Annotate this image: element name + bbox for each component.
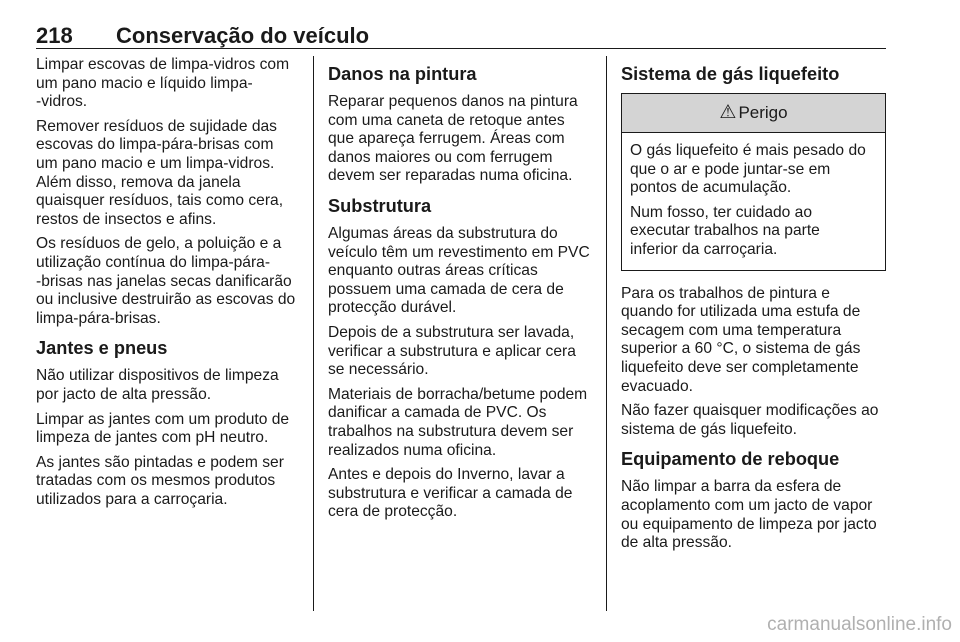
- column-divider: [606, 56, 607, 611]
- paragraph: Reparar pequenos danos na pintura com uma caneta de retoque antes que apareça ferrugem. Áreas com danos maiores ou com ferrugem devem ser reparadas numa oficina.: [328, 93, 578, 185]
- section-heading-wheels-tyres: Jantes e pneus: [36, 338, 168, 359]
- paragraph: Não utilizar dispositivos de limpeza por jacto de alta pressão.: [36, 367, 279, 403]
- paragraph: As jantes são pintadas e podem ser tratadas com os mesmos produtos utilizados para a carroçaria.: [36, 453, 284, 508]
- section-heading-towing-equipment: Equipamento de reboque: [621, 449, 840, 470]
- paragraph: Não limpar a barra da esfera de acoplamento com um jacto de vapor ou equipamento de limpeza por jacto de alta pressão.: [621, 478, 877, 552]
- paragraph: Os resíduos de gelo, a poluição e a utilização contínua do limpa-pára- -brisas nas janelas secas danificarão ou inclusive destruirão as escovas do limpa-pára-brisas.: [36, 235, 296, 327]
- warning-title: Perigo: [738, 102, 788, 122]
- page-header: [36, 16, 886, 49]
- section-heading-lpg-system: Sistema de gás liquefeito: [621, 64, 840, 84]
- column-middle: [328, 56, 593, 528]
- warning-header: [622, 94, 885, 133]
- column-left: [36, 56, 301, 515]
- warning-text: O gás liquefeito é mais pesado do que o ar e pode juntar-se em pontos de acumulação.: [630, 142, 866, 197]
- page-number: 218: [36, 23, 73, 48]
- paragraph: Depois de a substrutura ser lavada, verificar a substrutura e aplicar cera se necessário.: [328, 323, 576, 379]
- paragraph: Remover resíduos de sujidade das escovas do limpa-pára-brisas com um pano macio e um limpa-vidros. Além disso, remova da janela quaisquer resíduos, tais como cera, restos de insectos e afins.: [36, 117, 284, 228]
- paragraph: Materiais de borracha/betume podem danificar a camada de PVC. Os trabalhos na substrutura devem ser realizados numa oficina.: [328, 385, 588, 459]
- danger-warning-box: [621, 93, 886, 271]
- paragraph: Limpar escovas de limpa-vidros com um pano macio e líquido limpa- -vidros.: [36, 56, 290, 111]
- paragraph: Antes e depois do Inverno, lavar a substrutura e verificar a camada de cera de protecção.: [328, 466, 573, 521]
- watermark: carmanualsonline.info: [767, 614, 952, 635]
- section-heading-paint-damage: Danos na pintura: [328, 64, 477, 84]
- warning-text: Num fosso, ter cuidado ao executar trabalhos na parte inferior da carroçaria.: [630, 203, 820, 258]
- warning-body: [622, 133, 885, 270]
- column-divider: [313, 56, 314, 611]
- page-title: Conservação do veículo: [116, 23, 370, 48]
- column-right: [621, 56, 886, 559]
- paragraph: Para os trabalhos de pintura e quando for utilizada uma estufa de secagem com uma temperatura superior a 60 °C, o sistema de gás liquefeito deve ser completamente evacuado.: [621, 284, 861, 395]
- section-heading-underbody: Substrutura: [328, 195, 432, 216]
- paragraph: Algumas áreas da substrutura do veículo têm um revestimento em PVC enquanto outras áreas críticas possuem uma camada de cera de protecção durável.: [328, 224, 590, 317]
- paragraph: Limpar as jantes com um produto de limpeza de jantes com pH neutro.: [36, 410, 290, 447]
- paragraph: Não fazer quaisquer modificações ao sistema de gás liquefeito.: [621, 402, 879, 438]
- warning-triangle-icon: ⚠: [719, 101, 737, 123]
